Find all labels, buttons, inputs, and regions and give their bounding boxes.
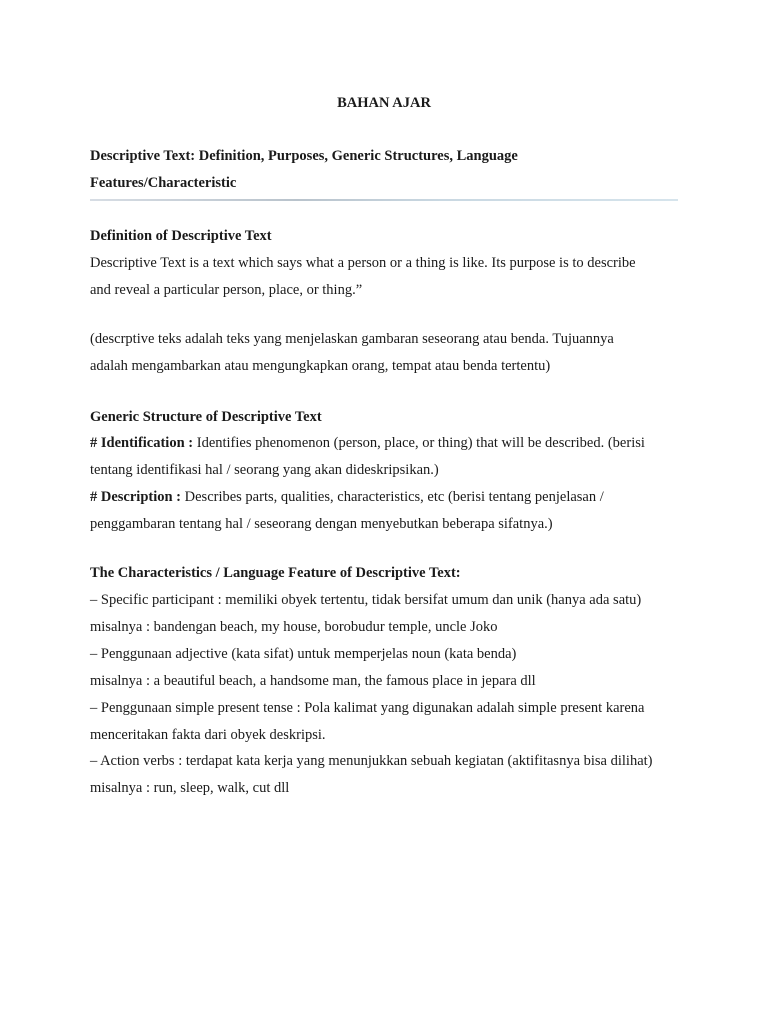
characteristics-line: – Specific participant : memiliki obyek tertentu, tidak bersifat umum dan unik (hanya ada satu) (90, 592, 642, 608)
description-label: # Description : (90, 489, 182, 505)
characteristics-line: misalnya : run, sleep, walk, cut dll (90, 780, 290, 796)
description-text: Describes parts, qualities, characteristics, etc (berisi tentang penjelasan / (181, 489, 604, 505)
characteristics-line: – Penggunaan simple present tense : Pola kalimat yang digunakan adalah simple present karena (90, 700, 645, 716)
identification-line-1 (90, 434, 645, 452)
document-heading-line-2: Features/Characteristic (90, 175, 237, 191)
characteristics-line: misalnya : bandengan beach, my house, borobudur temple, uncle Joko (90, 619, 498, 635)
description-line-2: penggambaran tentang hal / seseorang dengan menyebutkan beberapa sifatnya.) (90, 516, 553, 532)
characteristics-line: misalnya : a beautiful beach, a handsome man, the famous place in jepara dll (90, 673, 536, 689)
characteristics-line: menceritakan fakta dari obyek deskripsi. (90, 727, 326, 743)
characteristics-line: – Action verbs : terdapat kata kerja yang menunjukkan sebuah kegiatan (aktifitasnya bisa dilihat) (90, 753, 653, 769)
characteristics-heading: The Characteristics / Language Feature of Descriptive Text: (90, 565, 461, 581)
definition-heading: Definition of Descriptive Text (90, 228, 272, 244)
characteristics-line: – Penggunaan adjective (kata sifat) untuk memperjelas noun (kata benda) (90, 646, 517, 662)
identification-label: # Identification : (90, 435, 194, 451)
page-title: BAHAN AJAR (337, 95, 431, 111)
definition-text-line-1: Descriptive Text is a text which says what a person or a thing is like. Its purpose is to describe (90, 255, 636, 271)
identification-text: Identifies phenomenon (person, place, or thing) that will be described. (berisi (193, 435, 645, 451)
heading-divider (90, 199, 678, 201)
generic-structure-heading: Generic Structure of Descriptive Text (90, 409, 322, 425)
document-heading-line-1: Descriptive Text: Definition, Purposes, Generic Structures, Language (90, 148, 518, 164)
description-line-1 (90, 488, 604, 506)
definition-translation-line-2: adalah mengambarkan atau mengungkapkan orang, tempat atau benda tertentu) (90, 358, 551, 374)
definition-text-line-2: and reveal a particular person, place, or thing.” (90, 282, 363, 298)
definition-translation-line-1: (descrptive teks adalah teks yang menjelaskan gambaran seseorang atau benda. Tujuannya (90, 331, 614, 347)
identification-line-2: tentang identifikasi hal / seorang yang akan dideskripsikan.) (90, 462, 439, 478)
